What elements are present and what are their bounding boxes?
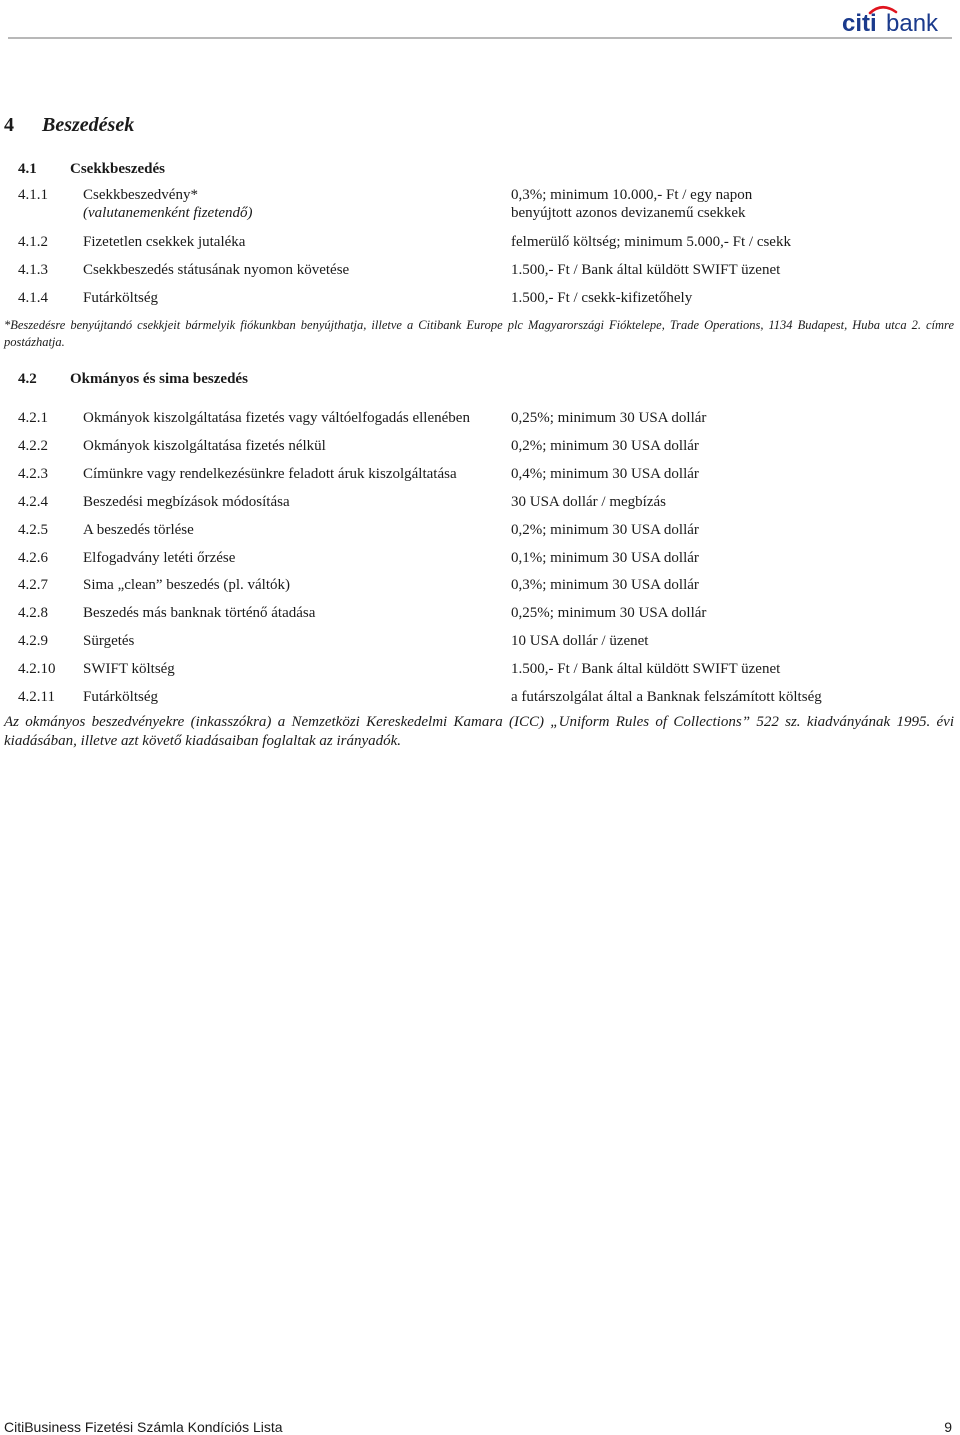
footer-title: CitiBusiness Fizetési Számla Kondíciós Lista <box>4 1419 283 1435</box>
row-description: A beszedés törlése <box>83 522 194 538</box>
row-value: 1.500,- Ft / Bank által küldött SWIFT üzenet <box>511 661 781 677</box>
row-number: 4.1.3 <box>18 262 48 278</box>
header-rule <box>8 37 952 39</box>
row-number: 4.2.3 <box>18 466 48 482</box>
row-description: Beszedési megbízások módosítása <box>83 494 290 510</box>
row-description: SWIFT költség <box>83 661 175 677</box>
row-value: 0,1%; minimum 30 USA dollár <box>511 550 699 566</box>
row-number: 4.2.8 <box>18 605 48 621</box>
row-number: 4.2.7 <box>18 577 48 593</box>
logo-text-citi: citi <box>842 10 877 36</box>
row-value: a futárszolgálat által a Banknak felszámított költség <box>511 689 822 705</box>
row-value: 0,3%; minimum 10.000,- Ft / egy napon benyújtott azonos devizanemű csekkek <box>511 187 753 221</box>
icc-rules-note: Az okmányos beszedvényekre (inkasszókra) a Nemzetközi Kereskedelmi Kamara (ICC) „Uniform Rules of Collections” 522 sz. kiadványának 1995. évi kiadásában, illetve azt követő kiadásaiban foglaltak az irányadók. <box>4 714 954 749</box>
subsection-title: Okmányos és sima beszedés <box>70 371 248 387</box>
page-number: 9 <box>944 1419 952 1435</box>
row-value: 0,25%; minimum 30 USA dollár <box>511 410 707 426</box>
row-value: 0,3%; minimum 30 USA dollár <box>511 577 699 593</box>
row-description: Elfogadvány letéti őrzése <box>83 550 236 566</box>
row-sub-description: (valutanemenként fizetendő) <box>83 205 253 221</box>
row-value: felmerülő költség; minimum 5.000,- Ft / csekk <box>511 234 791 250</box>
row-description: Okmányok kiszolgáltatása fizetés nélkül <box>83 438 326 454</box>
section-title <box>4 114 134 137</box>
row-value: 10 USA dollár / üzenet <box>511 633 649 649</box>
row-value: 0,25%; minimum 30 USA dollár <box>511 605 707 621</box>
fee-row <box>18 186 948 222</box>
row-number: 4.2.5 <box>18 522 48 538</box>
row-number: 4.1.4 <box>18 290 48 306</box>
row-number: 4.1.1 <box>18 187 48 203</box>
subsection-heading-4-2 <box>18 371 248 388</box>
row-value: 0,2%; minimum 30 USA dollár <box>511 522 699 538</box>
row-number: 4.2.11 <box>18 689 55 705</box>
row-value: 1.500,- Ft / Bank által küldött SWIFT üzenet <box>511 262 781 278</box>
row-description: Futárköltség <box>83 290 158 306</box>
subsection-number: 4.1 <box>18 161 37 177</box>
row-value: 0,2%; minimum 30 USA dollár <box>511 438 699 454</box>
row-description: Okmányok kiszolgáltatása fizetés vagy váltóelfogadás ellenében <box>83 410 470 426</box>
row-number: 4.2.2 <box>18 438 48 454</box>
page-footer <box>4 1419 952 1435</box>
logo-text-bank: bank <box>886 10 939 36</box>
row-number: 4.2.10 <box>18 661 56 677</box>
row-number: 4.1.2 <box>18 234 48 250</box>
row-description: Futárköltség <box>83 689 158 705</box>
citibank-logo <box>840 4 950 36</box>
subsection-title: Csekkbeszedés <box>70 161 166 177</box>
row-description: Beszedés más banknak történő átadása <box>83 605 316 621</box>
row-description: Fizetetlen csekkek jutaléka <box>83 234 246 250</box>
row-number: 4.2.1 <box>18 410 48 426</box>
row-description: Csekkbeszedés státusának nyomon követése <box>83 262 350 278</box>
row-value: 30 USA dollár / megbízás <box>511 494 666 510</box>
row-description: Sürgetés <box>83 633 135 649</box>
row-number: 4.2.6 <box>18 550 48 566</box>
subsection-heading-4-1 <box>18 161 165 178</box>
row-number: 4.2.9 <box>18 633 48 649</box>
row-description: Csekkbeszedvény* (valutanemenként fizetendő) <box>83 187 253 221</box>
section-number: 4 <box>4 114 14 136</box>
subsection-number: 4.2 <box>18 371 37 387</box>
row-value: 0,4%; minimum 30 USA dollár <box>511 466 699 482</box>
section-title-text: Beszedések <box>42 114 135 136</box>
row-number: 4.2.4 <box>18 494 48 510</box>
row-description: Címünkre vagy rendelkezésünkre feladott áruk kiszolgáltatása <box>83 466 457 482</box>
row-description: Sima „clean” beszedés (pl. váltók) <box>83 577 290 593</box>
footnote: *Beszedésre benyújtandó csekkjeit bármelyik fiókunkban benyújthatja, illetve a Citibank Europe plc Magyarországi Fióktelepe, Trade Operations, 1134 Budapest, Huba utca 2. címre postázhatja. <box>4 318 954 349</box>
row-value: 1.500,- Ft / csekk-kifizetőhely <box>511 290 693 306</box>
